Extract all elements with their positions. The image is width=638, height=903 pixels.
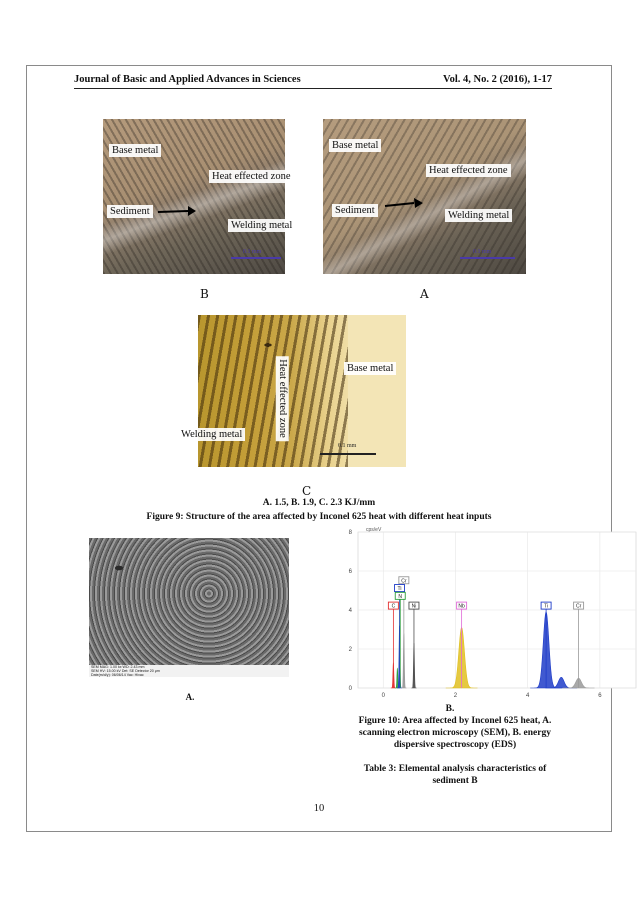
volume-info: Vol. 4, No. 2 (2016), 1-17 [443,74,552,85]
welding-metal-label: Welding metal [178,428,245,441]
base-metal-label: Base metal [329,139,381,152]
micrograph-c [181,315,406,467]
sediment-label: Sediment [332,204,378,217]
journal-title: Journal of Basic and Applied Advances in Sciences [74,74,301,85]
table3-caption-line: Table 3: Elemental analysis characteristics of [363,764,547,774]
sediment-arrow [156,205,196,217]
x-tick-label: 2 [453,693,458,699]
sediment-label: Sediment [107,205,153,218]
y-tick-label: 4 [348,608,352,614]
figure10-caption-line: Figure 10: Area affected by Inconel 625 heat, A. [358,716,552,726]
y-tick-label: 8 [348,530,352,536]
figure10-caption-line: dispersive spectroscopy (EDS) [393,740,517,750]
y-tick-label: 2 [348,647,352,653]
table3-caption-line: sediment B [432,776,478,786]
element-tag-Nb: Nb [458,603,465,610]
heat-zone-label: Heat effected zone [426,164,511,177]
sediment-arrow [383,198,423,212]
x-tick-label: 4 [526,693,530,699]
base-metal-region [348,315,406,467]
page-number: 10 [313,803,325,814]
sem-info-row: SEM HV: 15.00 kV Det: SE Detector 20 μm [91,669,160,673]
scale-text: 0.1 mm [473,249,492,255]
element-tag-Ni: Ni [411,603,417,610]
running-header [74,74,552,89]
heat-zone-label: Heat effected zone [209,170,294,183]
element-tag-Ti: Ti [397,586,402,593]
element-tag-N: N [398,593,403,600]
sem-info-bar [89,665,289,677]
y-tick-label: 0 [348,686,352,692]
element-tag-Ti: Ti [544,603,549,610]
panel-letter-c: C [302,484,312,498]
scale-bar [460,257,515,259]
element-tag-Cr: Cr [575,603,582,610]
element-tag-Cr: Cr [401,578,407,585]
x-tick-label: 0 [381,693,385,699]
figure10-caption-line: scanning electron microscopy (SEM), B. energy [358,728,551,738]
y-tick-label: 6 [348,569,352,575]
x-tick-label: 6 [598,693,602,699]
eds-label: B. [445,704,455,714]
base-metal-label: Base metal [344,362,396,375]
heat-zone-label: Heat effected zone [276,356,289,441]
scale-text: 0.1 mm [338,443,357,449]
micrograph-b [103,119,293,274]
sem-info-row: SEM MAG: 1.00 kx WD: 2.43 mm [91,665,145,669]
panel-letter-b: B [200,287,209,301]
figure9-subcaption: A. 1.5, B. 1.9, C. 2.3 KJ/mm [262,498,376,508]
figure9-caption: Figure 9: Structure of the area affected by Inconel 625 heat with different heat inputs [146,512,492,522]
eds-spectrum [336,524,638,706]
sem-info-row: Date(m/d/y): 06/06/14 Vac: Hivac [91,673,144,677]
element-tag-C: C [391,603,396,610]
welding-metal-label: Welding metal [228,219,295,232]
welding-metal-label: Welding metal [445,209,512,222]
scale-bar [231,257,281,259]
scale-bar [320,453,376,455]
sem-image [89,538,289,677]
panel-letter-a: A [420,287,429,301]
scale-text: 0.1 mm [243,249,262,255]
micrograph-a [323,119,526,274]
base-metal-label: Base metal [109,144,161,157]
y-axis-label: cps/eV [366,527,382,533]
sem-label: A. [185,692,195,702]
